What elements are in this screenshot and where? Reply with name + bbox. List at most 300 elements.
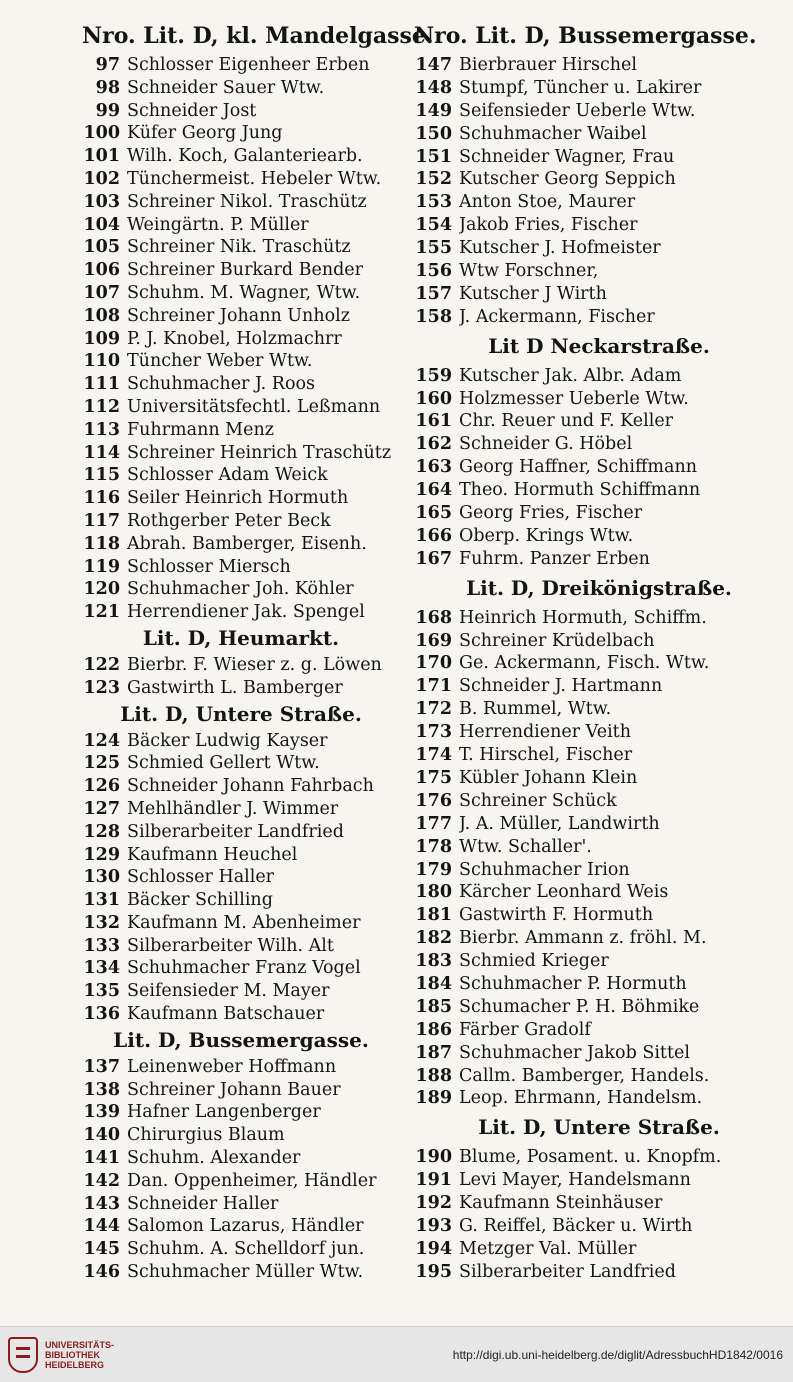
house-number: 97 bbox=[95, 55, 120, 75]
list-item bbox=[76, 122, 406, 145]
list-item bbox=[408, 433, 790, 456]
list-item bbox=[76, 487, 406, 510]
house-number: 124 bbox=[83, 730, 120, 751]
footer-bar bbox=[0, 1326, 793, 1382]
house-number: 123 bbox=[83, 677, 120, 698]
list-item bbox=[76, 259, 406, 282]
resident-entry: Tüncher Weber Wtw. bbox=[127, 351, 313, 372]
house-number: 185 bbox=[415, 996, 452, 1017]
list-item bbox=[408, 836, 790, 859]
section-heading: Lit. D, Untere Straße. bbox=[120, 701, 362, 726]
list-item bbox=[76, 510, 406, 533]
house-number: 174 bbox=[415, 745, 452, 766]
resident-entry: Schreiner Nik. Traschütz bbox=[127, 237, 351, 258]
list-item bbox=[408, 123, 790, 146]
resident-entry: Schumacher P. H. Böhmike bbox=[459, 996, 700, 1017]
resident-entry: Fuhrmann Menz bbox=[127, 419, 274, 440]
resident-entry: Schuhm. M. Wagner, Wtw. bbox=[127, 282, 361, 303]
list-item bbox=[408, 456, 790, 479]
house-number: 111 bbox=[83, 374, 120, 395]
library-logo[interactable] bbox=[8, 1333, 148, 1377]
house-number: 173 bbox=[415, 722, 452, 743]
list-item bbox=[76, 145, 406, 168]
list-item bbox=[408, 973, 790, 996]
resident-entry: Herrendiener Jak. Spengel bbox=[127, 602, 365, 623]
resident-entry: Schuhm. A. Schelldorf jun. bbox=[127, 1239, 365, 1260]
resident-entry: Tünchermeist. Hebeler Wtw. bbox=[127, 168, 382, 189]
resident-entry: Schuhmacher Waibel bbox=[459, 123, 647, 144]
house-number: 157 bbox=[415, 283, 452, 304]
house-number: 134 bbox=[83, 958, 120, 979]
house-number: 189 bbox=[415, 1088, 452, 1109]
source-url[interactable]: http://digi.ub.uni-heidelberg.de/diglit/AdressbuchHD1842/0016 bbox=[452, 1348, 783, 1362]
resident-entry: Seifensieder Ueberle Wtw. bbox=[459, 100, 696, 121]
list-item bbox=[408, 548, 790, 571]
house-number: 190 bbox=[415, 1147, 452, 1168]
house-number: 166 bbox=[415, 525, 452, 546]
section-heading: Lit D Neckarstraße. bbox=[488, 333, 710, 358]
resident-entry: Färber Gradolf bbox=[459, 1019, 591, 1040]
resident-entry: Schreiner Burkard Bender bbox=[127, 260, 364, 281]
list-item bbox=[408, 479, 790, 502]
resident-entry: Leinenweber Hoffmann bbox=[127, 1056, 337, 1077]
house-number: 182 bbox=[415, 928, 452, 949]
resident-entry: Chr. Reuer und F. Keller bbox=[459, 411, 674, 432]
list-item bbox=[76, 1079, 406, 1102]
house-number: 136 bbox=[83, 1004, 120, 1025]
list-item bbox=[76, 533, 406, 556]
resident-entry: J. Ackermann, Fischer bbox=[459, 306, 655, 327]
resident-entry: Salomon Lazarus, Händler bbox=[127, 1216, 364, 1237]
list-item bbox=[76, 373, 406, 396]
list-item bbox=[408, 525, 790, 548]
house-number: 159 bbox=[415, 365, 452, 386]
resident-entry: Silberarbeiter Landfried bbox=[127, 821, 344, 842]
house-number: 127 bbox=[83, 798, 120, 819]
list-item bbox=[408, 77, 790, 100]
resident-entry: Schneider G. Höbel bbox=[459, 434, 633, 455]
resident-entry: Schreiner Krüdelbach bbox=[459, 630, 655, 651]
house-number: 135 bbox=[83, 981, 120, 1002]
list-item bbox=[76, 77, 406, 100]
list-item bbox=[76, 328, 406, 351]
house-number: 116 bbox=[83, 488, 120, 509]
resident-entry: Abrah. Bamberger, Eisenh. bbox=[127, 533, 367, 554]
list-item bbox=[76, 601, 406, 624]
resident-entry: Kaufmann M. Abenheimer bbox=[127, 912, 361, 933]
house-number: 139 bbox=[83, 1102, 120, 1123]
house-number: 121 bbox=[83, 602, 120, 623]
list-item bbox=[76, 654, 406, 677]
resident-entry: Schreiner Johann Unholz bbox=[127, 305, 350, 326]
list-item bbox=[76, 282, 406, 305]
house-number: 140 bbox=[83, 1125, 120, 1146]
house-number: 101 bbox=[83, 146, 120, 167]
resident-entry: Oberp. Krings Wtw. bbox=[459, 525, 634, 546]
house-number: 129 bbox=[83, 844, 120, 865]
list-item bbox=[76, 1215, 406, 1238]
list-item bbox=[408, 607, 790, 630]
list-item bbox=[76, 578, 406, 601]
house-number: 188 bbox=[415, 1065, 452, 1086]
resident-entry: Schmied Krieger bbox=[459, 951, 609, 972]
list-item bbox=[76, 844, 406, 867]
house-number: 108 bbox=[83, 305, 120, 326]
house-number: 195 bbox=[415, 1261, 452, 1282]
list-item bbox=[408, 410, 790, 433]
house-number: 109 bbox=[83, 328, 120, 349]
library-logo-text: UNIVERSITÄTS- BIBLIOTHEK HEIDELBERG bbox=[45, 1340, 115, 1370]
house-number: 119 bbox=[83, 556, 120, 577]
house-number: 176 bbox=[415, 790, 452, 811]
house-number: 187 bbox=[415, 1042, 452, 1063]
house-number: 163 bbox=[415, 457, 452, 478]
resident-entry: Metzger Val. Müller bbox=[459, 1238, 637, 1259]
house-number: 193 bbox=[415, 1215, 452, 1236]
list-item bbox=[408, 1261, 790, 1284]
house-number: 161 bbox=[415, 411, 452, 432]
house-number: 156 bbox=[415, 261, 452, 282]
resident-entry: Bierbr. F. Wieser z. g. Löwen bbox=[127, 654, 382, 675]
house-number: 138 bbox=[83, 1079, 120, 1100]
house-number: 105 bbox=[83, 237, 120, 258]
house-number: 167 bbox=[415, 548, 452, 569]
resident-entry: Fuhrm. Panzer Erben bbox=[459, 548, 650, 569]
resident-entry: Schlosser Adam Weick bbox=[127, 465, 328, 486]
list-item bbox=[408, 744, 790, 767]
house-number: 120 bbox=[83, 579, 120, 600]
house-number: 104 bbox=[83, 214, 120, 235]
list-item bbox=[76, 889, 406, 912]
list-item bbox=[76, 730, 406, 753]
resident-entry: Wilh. Koch, Galanteriearb. bbox=[127, 146, 363, 167]
list-item bbox=[408, 388, 790, 411]
list-item bbox=[76, 214, 406, 237]
list-item bbox=[408, 721, 790, 744]
resident-entry: Heinrich Hormuth, Schiffm. bbox=[459, 607, 707, 628]
resident-entry: Schneider Sauer Wtw. bbox=[127, 77, 325, 98]
resident-entry: Schuhmacher Müller Wtw. bbox=[127, 1262, 364, 1283]
right-column-header: Nro. Lit. D, Bussemergasse. bbox=[414, 23, 757, 49]
list-item bbox=[408, 652, 790, 675]
list-item bbox=[408, 927, 790, 950]
house-number: 175 bbox=[415, 767, 452, 788]
house-number: 179 bbox=[415, 859, 452, 880]
resident-entry: Theo. Hormuth Schiffmann bbox=[459, 480, 701, 501]
house-number: 152 bbox=[415, 169, 452, 190]
list-item bbox=[408, 1065, 790, 1088]
resident-entry: Mehlhändler J. Wimmer bbox=[127, 798, 339, 819]
resident-entry: Küfer Georg Jung bbox=[127, 123, 283, 144]
right-column-blocks bbox=[408, 54, 790, 1284]
house-number: 177 bbox=[415, 813, 452, 834]
resident-entry: Kaufmann Heuchel bbox=[127, 844, 298, 865]
list-item bbox=[408, 881, 790, 904]
house-number: 137 bbox=[83, 1056, 120, 1077]
list-item bbox=[408, 813, 790, 836]
resident-entry: Kutscher Georg Seppich bbox=[459, 169, 676, 190]
list-item bbox=[408, 502, 790, 525]
house-number: 106 bbox=[83, 260, 120, 281]
resident-entry: Schneider Johann Fahrbach bbox=[127, 776, 374, 797]
house-number: 154 bbox=[415, 215, 452, 236]
house-number: 115 bbox=[83, 465, 120, 486]
resident-entry: G. Reiffel, Bäcker u. Wirth bbox=[459, 1215, 693, 1236]
house-number: 102 bbox=[83, 168, 120, 189]
resident-entry: Georg Fries, Fischer bbox=[459, 503, 643, 524]
house-number: 107 bbox=[83, 282, 120, 303]
resident-entry: Kutscher J. Hofmeister bbox=[459, 238, 661, 259]
list-item bbox=[408, 237, 790, 260]
house-number: 149 bbox=[415, 100, 452, 121]
resident-entry: Schreiner Schück bbox=[459, 790, 617, 811]
resident-entry: Gastwirth L. Bamberger bbox=[127, 677, 343, 698]
house-number: 194 bbox=[415, 1238, 452, 1259]
list-item bbox=[76, 957, 406, 980]
resident-entry: Schreiner Heinrich Traschütz bbox=[127, 442, 392, 463]
house-number: 191 bbox=[415, 1170, 452, 1191]
house-number: 141 bbox=[83, 1148, 120, 1169]
list-item bbox=[408, 767, 790, 790]
resident-entry: Rothgerber Peter Beck bbox=[127, 510, 331, 531]
left-column-blocks bbox=[76, 54, 406, 1284]
list-item bbox=[76, 54, 406, 77]
resident-entry: Herrendiener Veith bbox=[459, 722, 631, 743]
list-item bbox=[408, 904, 790, 927]
house-number: 170 bbox=[415, 653, 452, 674]
resident-entry: Schmied Gellert Wtw. bbox=[127, 753, 320, 774]
house-number: 112 bbox=[83, 396, 120, 417]
house-number: 184 bbox=[415, 973, 452, 994]
house-number: 99 bbox=[95, 100, 120, 121]
list-item bbox=[76, 912, 406, 935]
resident-entry: Bäcker Ludwig Kayser bbox=[127, 730, 328, 751]
resident-entry: Holzmesser Ueberle Wtw. bbox=[459, 388, 689, 409]
list-item bbox=[408, 306, 790, 329]
resident-entry: Anton Stoe, Maurer bbox=[459, 192, 636, 213]
list-item bbox=[76, 1147, 406, 1170]
list-item bbox=[408, 54, 790, 77]
resident-entry: Seifensieder M. Mayer bbox=[127, 981, 330, 1002]
house-number: 146 bbox=[83, 1262, 120, 1283]
resident-entry: Jakob Fries, Fischer bbox=[459, 215, 638, 236]
house-number: 114 bbox=[83, 442, 120, 463]
resident-entry: Schuhmacher Jakob Sittel bbox=[459, 1042, 690, 1063]
list-item bbox=[408, 1215, 790, 1238]
resident-entry: Schuhmacher Joh. Köhler bbox=[127, 579, 354, 600]
house-number: 192 bbox=[415, 1193, 452, 1214]
list-item bbox=[408, 630, 790, 653]
resident-entry: Universitätsfechtl. Leßmann bbox=[127, 396, 381, 417]
list-item bbox=[76, 305, 406, 328]
list-item bbox=[76, 442, 406, 465]
list-item bbox=[408, 146, 790, 169]
list-item bbox=[408, 950, 790, 973]
list-item bbox=[408, 1169, 790, 1192]
resident-entry: Kübler Johann Klein bbox=[459, 767, 638, 788]
house-number: 183 bbox=[415, 951, 452, 972]
house-number: 155 bbox=[415, 238, 452, 259]
resident-entry: B. Rummel, Wtw. bbox=[459, 699, 612, 720]
list-item bbox=[76, 1101, 406, 1124]
resident-entry: Stumpf, Tüncher u. Lakirer bbox=[459, 77, 702, 98]
resident-entry: Kärcher Leonhard Weis bbox=[459, 882, 669, 903]
list-item bbox=[408, 365, 790, 388]
list-item bbox=[76, 1170, 406, 1193]
house-number: 153 bbox=[415, 192, 452, 213]
house-number: 113 bbox=[83, 419, 120, 440]
resident-entry: Weingärtn. P. Müller bbox=[127, 214, 309, 235]
list-item bbox=[408, 214, 790, 237]
list-item bbox=[408, 260, 790, 283]
right-column bbox=[408, 18, 790, 1284]
list-item bbox=[408, 1019, 790, 1042]
list-item bbox=[408, 191, 790, 214]
list-item bbox=[76, 1124, 406, 1147]
house-number: 142 bbox=[83, 1170, 120, 1191]
list-item bbox=[76, 1238, 406, 1261]
resident-entry: Callm. Bamberger, Handels. bbox=[459, 1065, 710, 1086]
house-number: 165 bbox=[415, 503, 452, 524]
house-number: 162 bbox=[415, 434, 452, 455]
house-number: 130 bbox=[83, 867, 120, 888]
list-item bbox=[76, 1261, 406, 1284]
list-item bbox=[408, 1238, 790, 1261]
list-item bbox=[76, 1003, 406, 1026]
list-item bbox=[408, 168, 790, 191]
list-item bbox=[76, 419, 406, 442]
left-column-header: Nro. Lit. D, kl. Mandelgasse. bbox=[82, 23, 434, 49]
house-number: 132 bbox=[83, 912, 120, 933]
list-item bbox=[76, 798, 406, 821]
list-item bbox=[408, 1146, 790, 1169]
list-item bbox=[76, 1056, 406, 1079]
house-number: 125 bbox=[83, 753, 120, 774]
list-item bbox=[408, 790, 790, 813]
house-number: 118 bbox=[83, 533, 120, 554]
section-heading: Lit. D, Dreikönigstraße. bbox=[466, 575, 732, 600]
resident-entry: Levi Mayer, Handelsmann bbox=[459, 1170, 691, 1191]
resident-entry: Schlosser Eigenheer Erben bbox=[127, 55, 370, 75]
section-heading: Lit. D, Heumarkt. bbox=[142, 625, 340, 650]
resident-entry: Silberarbeiter Landfried bbox=[459, 1261, 676, 1282]
house-number: 143 bbox=[83, 1193, 120, 1214]
house-number: 164 bbox=[415, 480, 452, 501]
house-number: 100 bbox=[83, 123, 120, 144]
list-item bbox=[76, 935, 406, 958]
resident-entry: Bierbr. Ammann z. fröhl. M. bbox=[459, 928, 707, 949]
house-number: 150 bbox=[415, 123, 452, 144]
list-item bbox=[76, 556, 406, 579]
house-number: 122 bbox=[83, 654, 120, 675]
house-number: 110 bbox=[83, 351, 120, 372]
resident-entry: Hafner Langenberger bbox=[127, 1102, 321, 1123]
resident-entry: Chirurgius Blaum bbox=[127, 1125, 285, 1146]
resident-entry: Schlosser Miersch bbox=[127, 556, 291, 577]
list-item bbox=[76, 1193, 406, 1216]
resident-entry: Schuhmacher Franz Vogel bbox=[127, 958, 361, 979]
list-item bbox=[76, 236, 406, 259]
resident-entry: Schreiner Johann Bauer bbox=[127, 1079, 341, 1100]
list-item bbox=[76, 821, 406, 844]
house-number: 126 bbox=[83, 776, 120, 797]
resident-entry: Schneider Wagner, Frau bbox=[459, 146, 675, 167]
resident-entry: Schuhmacher P. Hormuth bbox=[459, 973, 687, 994]
resident-entry: Kaufmann Steinhäuser bbox=[459, 1193, 663, 1214]
house-number: 181 bbox=[415, 905, 452, 926]
house-number: 158 bbox=[415, 306, 452, 327]
resident-entry: Schneider Jost bbox=[127, 100, 257, 121]
resident-entry: Schreiner Nikol. Traschütz bbox=[127, 191, 367, 212]
house-number: 103 bbox=[83, 191, 120, 212]
list-item bbox=[408, 1042, 790, 1065]
list-item bbox=[76, 350, 406, 373]
house-number: 169 bbox=[415, 630, 452, 651]
resident-entry: Leop. Ehrmann, Handelsm. bbox=[459, 1088, 703, 1109]
resident-entry: Dan. Oppenheimer, Händler bbox=[127, 1170, 377, 1191]
list-item bbox=[76, 775, 406, 798]
house-number: 168 bbox=[415, 607, 452, 628]
resident-entry: P. J. Knobel, Holzmachrr bbox=[127, 328, 342, 349]
list-item bbox=[76, 980, 406, 1003]
resident-entry: J. A. Müller, Landwirth bbox=[459, 813, 660, 834]
list-item bbox=[76, 677, 406, 700]
house-number: 178 bbox=[415, 836, 452, 857]
resident-entry: Seiler Heinrich Hormuth bbox=[127, 488, 349, 509]
list-item bbox=[408, 283, 790, 306]
resident-entry: Georg Haffner, Schiffmann bbox=[459, 457, 697, 478]
resident-entry: Kaufmann Batschauer bbox=[127, 1004, 325, 1025]
house-number: 186 bbox=[415, 1019, 452, 1040]
house-number: 133 bbox=[83, 935, 120, 956]
resident-entry: Wtw. Schaller'. bbox=[459, 836, 592, 857]
resident-entry: Ge. Ackermann, Fisch. Wtw. bbox=[459, 653, 710, 674]
list-item bbox=[76, 464, 406, 487]
house-number: 145 bbox=[83, 1239, 120, 1260]
resident-entry: Wtw Forschner, bbox=[459, 261, 599, 282]
house-number: 117 bbox=[83, 510, 120, 531]
resident-entry: Schuhmacher Irion bbox=[459, 859, 630, 880]
list-item bbox=[76, 396, 406, 419]
house-number: 131 bbox=[83, 890, 120, 911]
list-item bbox=[408, 859, 790, 882]
resident-entry: Bierbrauer Hirschel bbox=[459, 55, 637, 75]
list-item bbox=[76, 866, 406, 889]
house-number: 144 bbox=[83, 1216, 120, 1237]
house-number: 180 bbox=[415, 882, 452, 903]
list-item bbox=[408, 100, 790, 123]
house-number: 147 bbox=[415, 55, 452, 75]
list-item bbox=[408, 1087, 790, 1110]
list-item bbox=[408, 996, 790, 1019]
house-number: 148 bbox=[415, 77, 452, 98]
list-item bbox=[76, 752, 406, 775]
resident-entry: Kutscher Jak. Albr. Adam bbox=[459, 365, 682, 386]
resident-entry: Blume, Posament. u. Knopfm. bbox=[459, 1147, 722, 1168]
house-number: 128 bbox=[83, 821, 120, 842]
list-item bbox=[408, 1192, 790, 1215]
resident-entry: Kutscher J Wirth bbox=[459, 283, 607, 304]
house-number: 151 bbox=[415, 146, 452, 167]
house-number: 160 bbox=[415, 388, 452, 409]
resident-entry: Schuhm. Alexander bbox=[127, 1148, 301, 1169]
library-seal-icon bbox=[8, 1337, 38, 1373]
resident-entry: Schneider J. Hartmann bbox=[459, 676, 663, 697]
house-number: 98 bbox=[95, 77, 120, 98]
house-number: 172 bbox=[415, 699, 452, 720]
list-item bbox=[76, 191, 406, 214]
list-item bbox=[408, 698, 790, 721]
